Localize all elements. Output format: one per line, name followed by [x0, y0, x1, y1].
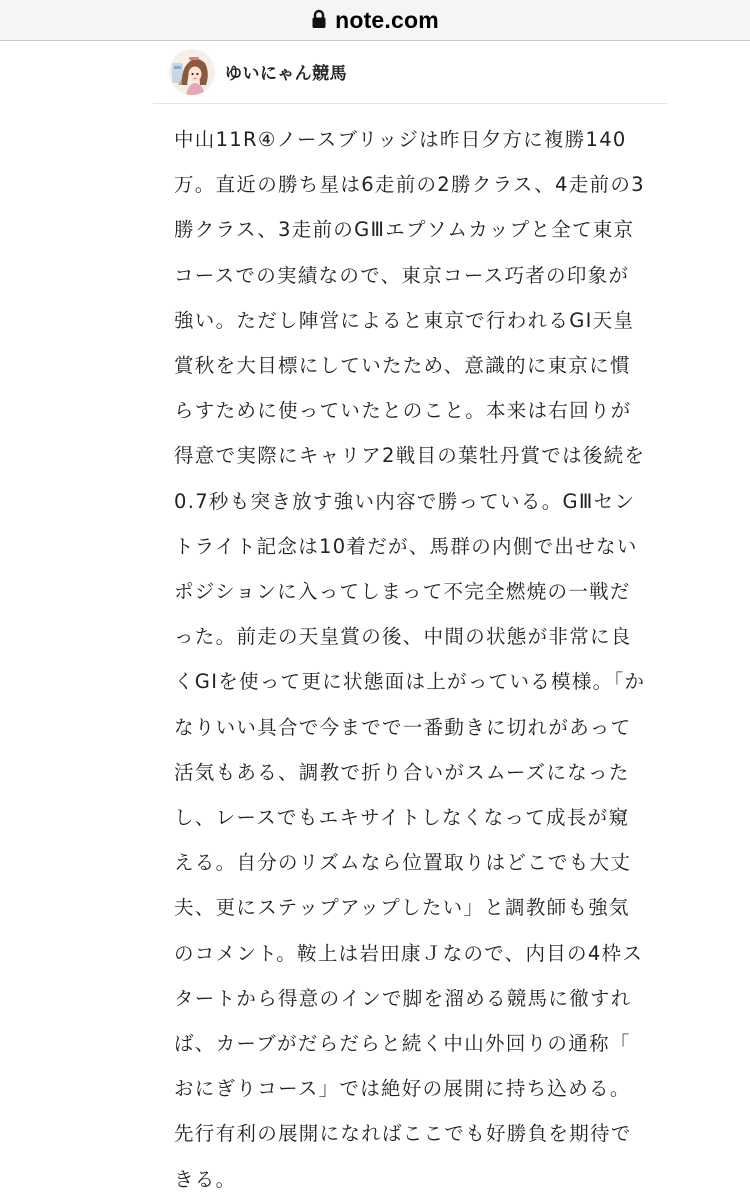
address-content[interactable]: [311, 7, 439, 34]
author-name[interactable]: ゆいにゃん競馬: [225, 64, 348, 84]
url-text[interactable]: note.com: [335, 6, 439, 33]
browser-address-bar[interactable]: [0, 0, 750, 41]
author-header[interactable]: [153, 40, 667, 104]
article-body-paragraph: 中山11R④ノースブリッジは昨日夕方に複勝140万。直近の勝ち星は6走前の2勝クラス、4走前の3勝クラス、3走前のGⅢエプソムカップと全て東京コースでの実績なので、東京コース巧者の印象が強い。ただし陣営によると東京で行われるGI天皇賞秋を大目標にしていたため、意識的に東京に慣らすために使っていたとのこと。本来は右回りが得意で実際にキャリア2戦目の葉牡丹賞では後続を0.7秒も突き放す強い内容で勝っている。GⅢセントライト記念は10着だが、馬群の内側で出せないポジションに入ってしまって不完全燃焼の一戦だった。前走の天皇賞の後、中間の状態が非常に良くGIを使って更に状態面は上がっている模様。「かなりいい具合で今までで一番動きに切れがあって活気もある、調教で折り合いがスムーズになったし、レースでもエキサイトしなくなって成長が窺える。自分のリズムなら位置取りはどこでも大丈夫、更にステップアップしたい」と調教師も強気のコメント。鞍上は岩田康Ｊなので、内目の4枠スタートから得意のインで脚を溜める競馬に徹すれば、カーブがだらだらと続く中山外回りの通称「おにぎりコース」では絶好の展開に持ち込める。先行有利の展開になればここでも好勝負を期待できる。: [174, 128, 646, 1191]
author-avatar-icon[interactable]: [169, 49, 215, 95]
article: [153, 40, 667, 1202]
lock-icon: [311, 9, 327, 29]
